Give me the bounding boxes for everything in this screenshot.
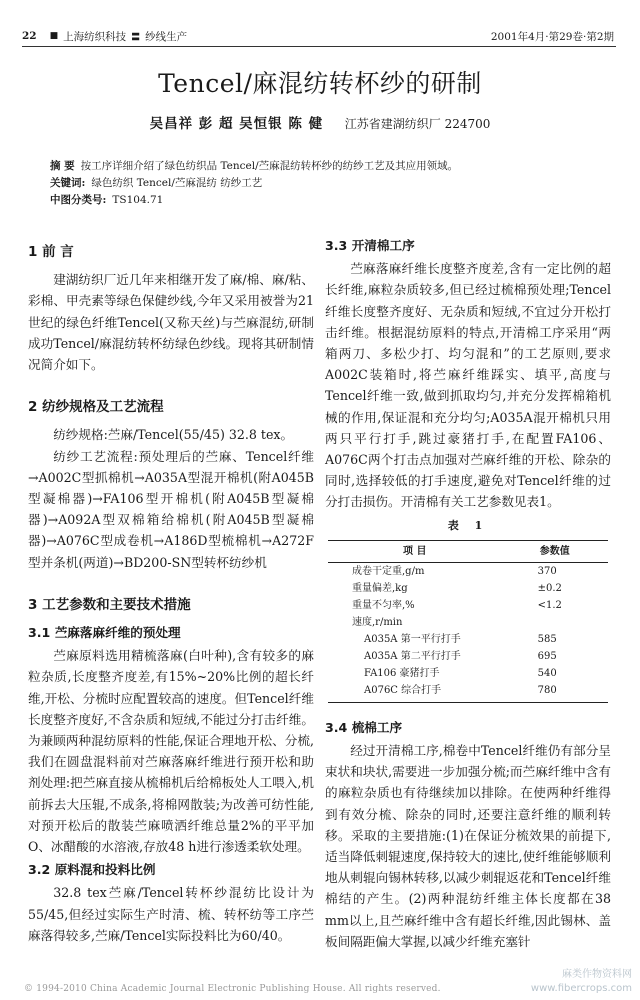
section-1-heading: 1 前 言 xyxy=(28,244,74,260)
section-3-4-paragraph: 经过开清棉工序,棉卷中Tencel纤维仍有部分呈束状和块状,需要进一步加强分梳;而苎麻纤维中含有的麻粒杂质也有待继续加以排除。在使两种纤维得到有效分梳、除杂的同时,还要注意纤维的顺利转移。采取的主要措施:(1)在保证分梳效果的前提下,适当降低刺辊速度,保持较大的速比,使纤维能够顺利地从刺辊向锡林转移,以减少刺辊返花和Tencel纤维棉结的产生。(2)两种混纺纤维主体长度都在38 mm以上,且苎麻纤维中含有超长纤维,因此锡林、盖板间隔距偏大掌握,以减少纤维充塞针 xyxy=(325,743,611,949)
parameter-table xyxy=(328,540,608,703)
issue-info: 2001年4月·第29卷·第2期 xyxy=(490,30,614,43)
table-cell: FA106 豪猪打手 xyxy=(364,667,440,679)
table-row xyxy=(328,648,608,665)
watermark-line-1: 麻类作物资料网 xyxy=(562,969,632,980)
section-3-3-heading: 3.3 开清棉工序 xyxy=(325,238,415,253)
table-row xyxy=(328,580,608,597)
double-line-icon: 〓 xyxy=(131,32,141,43)
table-cell: A035A 第二平行打手 xyxy=(364,650,461,662)
table-cell: 540 xyxy=(537,667,557,679)
section-3-2-paragraph: 32.8 tex苎麻/Tencel转杯纱混纺比设计为55/45,但经过实际生产时清、梳、转杯纺等工序苎麻落得较多,苎麻/Tencel实际投料比为60/40。 xyxy=(28,885,314,943)
abstract-text: 按工序详细介绍了绿色纺织品 Tencel/苎麻混纺转杯纱的纺纱工艺及其应用领域。 xyxy=(80,160,459,172)
table-row xyxy=(328,614,608,631)
running-header xyxy=(22,28,614,44)
journal-name: 上海纺织科技 xyxy=(63,30,127,43)
affiliation: 江苏省建湖纺织厂 224700 xyxy=(344,117,491,131)
table-cell: 速度,r/min xyxy=(352,616,403,628)
table-cell: <1.2 xyxy=(537,599,562,611)
header-rule xyxy=(22,46,616,47)
table-cell: 780 xyxy=(502,682,608,703)
section-name: 纱线生产 xyxy=(145,30,188,43)
section-3-3-paragraph: 苎麻落麻纤维长度整齐度差,含有一定比例的超长纤维,麻粒杂质较多,但已经过梳棉预处理;Tencel纤维长度整齐度好、无杂质和短绒,不宜过分开松打击纤维。根据混纺原料的特点,开清棉工序采用“两箱两刀、多松少打、均匀混和”的工艺原则,要求A002C装箱时,将苎麻纤维踩实、填平,高度与Tencel纤维一致,做到抓取均匀,并充分发挥棉箱机械的作用,保证混和充分均匀;A035A混开棉机只用两只平行打手,跳过豪猪打手,在配置FA106、A076C两个打击点加强对苎麻纤维的开松、除杂的同时,选择较低的打手速度,避免对Tencel纤维的过分打击损伤。开清棉有关工艺参数见表1。 xyxy=(325,261,611,510)
process-flow-paragraph: 纺纱工艺流程:预处理后的苎麻、Tencel纤维→A002C型抓棉机→A035A型混开棉机(附A045B型凝棉器)→FA106型开棉机(附A045B型凝棉器)→A092A型双棉箱给棉机(附A045B型凝棉器)→A076C型成卷机→A186D型梳棉机→A272F型并条机(两道)→BD200-SN型转杯纺纱机 xyxy=(28,448,314,570)
section-1-paragraph: 建湖纺织厂近几年来相继开发了麻/棉、麻/粘、彩棉、甲壳素等绿色保健纱线,今年又采用被誉为21世纪的绿色纤维Tencel(又称天丝)与苎麻混纺,研制成功Tencel/麻混纺转杯纺绿色纱线。现将其研制情况简介如下。 xyxy=(28,272,314,373)
section-3-1-paragraph: 苎麻原料选用精梳落麻(白叶种),含有较多的麻粒杂质,长度整齐度差,有15%~20%比例的超长纤维,开松、分梳时应配置较高的速度。但Tencel纤维长度整齐度好,不含杂质和短绒,不能过分打击纤维。为兼顾两种混纺原料的性能,保证合理地开松、分梳,我们在圆盘混料前对苎麻落麻纤维进行预开松和助剂处理:把苎麻直接从梳棉机后给棉板处人工喂入,机前拆去大压辊,不成条,将棉网散装;为改善可纺性能,对预开松后的散装苎麻喷洒纤维总量2%的平平加O、冰醋酸的水溶液,存放48 h进行渗透柔软处理。 xyxy=(28,648,314,855)
section-2-heading: 2 纺纱规格及工艺流程 xyxy=(28,399,164,416)
section-3-2-heading: 3.2 原料混和投料比例 xyxy=(28,862,156,878)
abstract-label: 摘 要 xyxy=(50,160,75,172)
table-header-value: 参数值 xyxy=(502,540,608,562)
table-cell: 370 xyxy=(537,565,557,577)
table-row xyxy=(328,562,608,580)
watermark xyxy=(531,968,632,996)
table-cell: 重量不匀率,% xyxy=(352,599,415,611)
table-row xyxy=(328,597,608,614)
section-3-1-heading: 3.1 苎麻落麻纤维的预处理 xyxy=(28,625,181,641)
abstract-block xyxy=(50,158,590,209)
keywords-text: 绿色纺织 Tencel/苎麻混纺 纺纱工艺 xyxy=(91,177,263,189)
table-cell: A035A 第一平行打手 xyxy=(364,633,461,645)
page-number: 22 xyxy=(22,30,37,42)
section-3-4-heading: 3.4 梳棉工序 xyxy=(325,719,403,735)
author-line xyxy=(0,112,640,132)
table-cell: 585 xyxy=(537,633,557,645)
table-cell: 695 xyxy=(537,650,557,662)
keywords-label: 关键词: xyxy=(50,177,86,189)
square-bullet-icon: ■ xyxy=(49,31,59,41)
table-row xyxy=(328,631,608,648)
authors: 吴昌祥 彭 超 吴恒银 陈 健 xyxy=(149,116,324,132)
paper-title: Tencel/麻混纺转杯纱的研制 xyxy=(158,69,482,98)
classification-label: 中图分类号: xyxy=(50,194,107,206)
keywords-line xyxy=(50,175,590,192)
table-row xyxy=(328,682,608,703)
section-3-heading: 3 工艺参数和主要技术措施 xyxy=(28,596,191,613)
table-cell: 成卷干定重,g/m xyxy=(352,565,425,577)
table-cell: ±0.2 xyxy=(537,582,562,594)
table-header-item: 项 目 xyxy=(328,540,502,562)
classification-text: TS104.71 xyxy=(112,194,164,206)
left-column xyxy=(28,232,314,946)
classification-line xyxy=(50,192,590,209)
right-column xyxy=(325,232,611,952)
table-cell: A076C 综合打手 xyxy=(328,682,502,703)
table-header-row xyxy=(328,540,608,562)
table-row xyxy=(328,665,608,682)
copyright-footer: © 1994-2010 China Academic Journal Electronic Publishing House. All rights reserved. xyxy=(24,984,441,994)
table-cell: 重量偏差,kg xyxy=(352,582,408,594)
watermark-line-2: www.fibercrops.com xyxy=(530,983,632,994)
spec-paragraph: 纺纱规格:苎麻/Tencel(55/45) 32.8 tex。 xyxy=(53,427,294,443)
abstract-line xyxy=(50,158,590,175)
table-caption: 表 1 xyxy=(447,518,489,532)
table-cell xyxy=(502,614,608,631)
